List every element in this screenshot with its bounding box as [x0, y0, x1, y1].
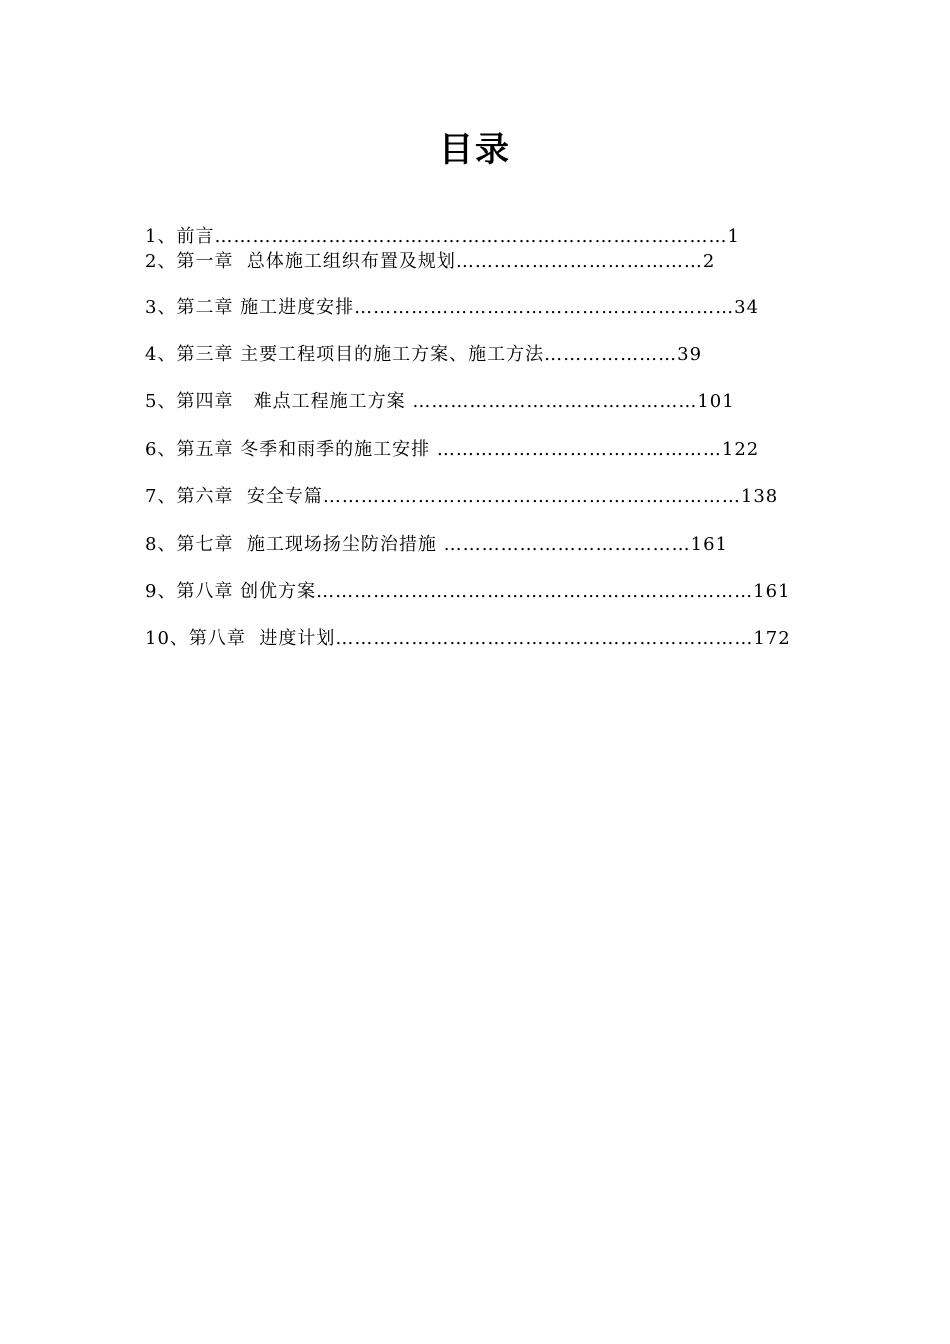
page-title: 目录 — [439, 130, 511, 170]
toc-item-7: 7、第六章 安全专篇…………………………………………………………138 — [145, 486, 779, 507]
toc-item-10: 10、第八章 进度计划…………………………………………………………172 — [145, 628, 791, 649]
toc-item-8: 8、第七章 施工现场扬尘防治措施 …………………………………161 — [145, 534, 728, 555]
toc-item-9: 9、第八章 创优方案……………………………………………………………161 — [145, 581, 791, 602]
toc-item-4: 4、第三章 主要工程项目的施工方案、施工方法…………………39 — [145, 344, 703, 365]
toc-item-2: 2、第一章 总体施工组织布置及规划…………………………………2 — [145, 251, 716, 272]
toc-item-5: 5、第四章 难点工程施工方案 ………………………………………101 — [145, 391, 735, 412]
toc-item-1: 1、前言………………………………………………………………………1 — [145, 226, 740, 247]
toc-item-3: 3、第二章 施工进度安排……………………………………………………34 — [145, 297, 760, 318]
toc-item-6: 6、第五章 冬季和雨季的施工安排 ………………………………………122 — [145, 439, 760, 460]
